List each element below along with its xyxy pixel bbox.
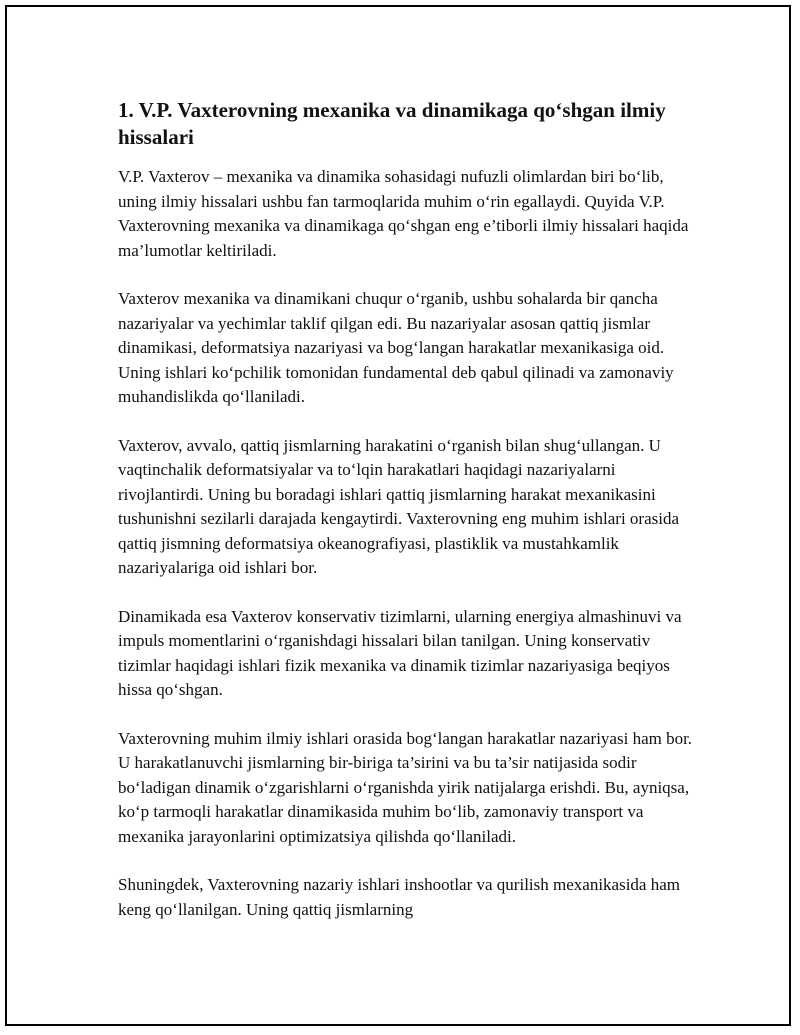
section-heading: 1. V.P. Vaxterovning mexanika va dinamikaga qo‘shgan ilmiy hissalari (118, 98, 666, 149)
paragraph-theories: Vaxterov mexanika va dinamikani chuqur o‘rganib, ushbu sohalarda bir qancha nazariyalar va yechimlar taklif qilgan edi. Bu nazariyalar asosan qattiq jismlar dinamikasi, deformatsiya nazariyasi va bog‘langan harakatlar mexanikasiga oid. Uning ishlari ko‘pchilik tomonidan fundamental deb qabul qilinadi va zamonaviy muhandislikda qo‘llaniladi. (118, 289, 674, 406)
document-body (118, 97, 693, 946)
paragraph-structures: Shuningdek, Vaxterovning nazariy ishlari inshootlar va qurilish mexanikasida ham keng qo‘llanilgan. Uning qattiq jismlarning (118, 875, 680, 919)
paragraph-coupled-motion: Vaxterovning muhim ilmiy ishlari orasida bog‘langan harakatlar nazariyasi ham bor. U harakatlanuvchi jismlarning bir-biriga ta’sirini va bu ta’sir natijasida sodir bo‘ladigan dinamik o‘zgarishlarni o‘rganishda yirik natijalarga erishdi. Bu, ayniqsa, ko‘p tarmoqli harakatlar dinamikasida muhim bo‘lib, zamonaviy transport va mexanika jarayonlarini optimizatsiya qilishda qo‘llaniladi. (118, 728, 693, 846)
document-page (5, 5, 791, 1026)
paragraph-solid-bodies: Vaxterov, avvalo, qattiq jismlarning harakatini o‘rganish bilan shug‘ullangan. U vaqtinchalik deformatsiyalar va to‘lqin harakatlari haqidagi nazariyalarni rivojlantirdi. Uning bu boradagi ishlari qattiq jismlarning harakat mexanikasini tushunishni sezilarli darajada kengaytirdi. Vaxterovning eng muhim ishlari orasida qattiq jismning deformatsiya okeanografiyasi, plastiklik va mustahkamlik nazariyalariga oid ishlari bor. (118, 435, 680, 577)
paragraph-dynamics: Dinamikada esa Vaxterov konservativ tizimlarni, ularning energiya almashinuvi va impuls momentlarini o‘rganishdagi hissalari bilan tanilgan. Uning konservativ tizimlar haqidagi ishlari fizik mexanika va dinamik tizimlar nazariyasiga beqiyos hissa qo‘shgan. (118, 606, 682, 699)
paragraph-intro: V.P. Vaxterov – mexanika va dinamika sohasidagi nufuzli olimlardan biri bo‘lib, uning ilmiy hissalari ushbu fan tarmoqlarida muhim o‘rin egallaydi. Quyida V.P. Vaxterovning mexanika va dinamikaga qo‘shgan eng e’tiborli ilmiy hissalari haqida ma’lumotlar keltiriladi. (118, 167, 689, 260)
